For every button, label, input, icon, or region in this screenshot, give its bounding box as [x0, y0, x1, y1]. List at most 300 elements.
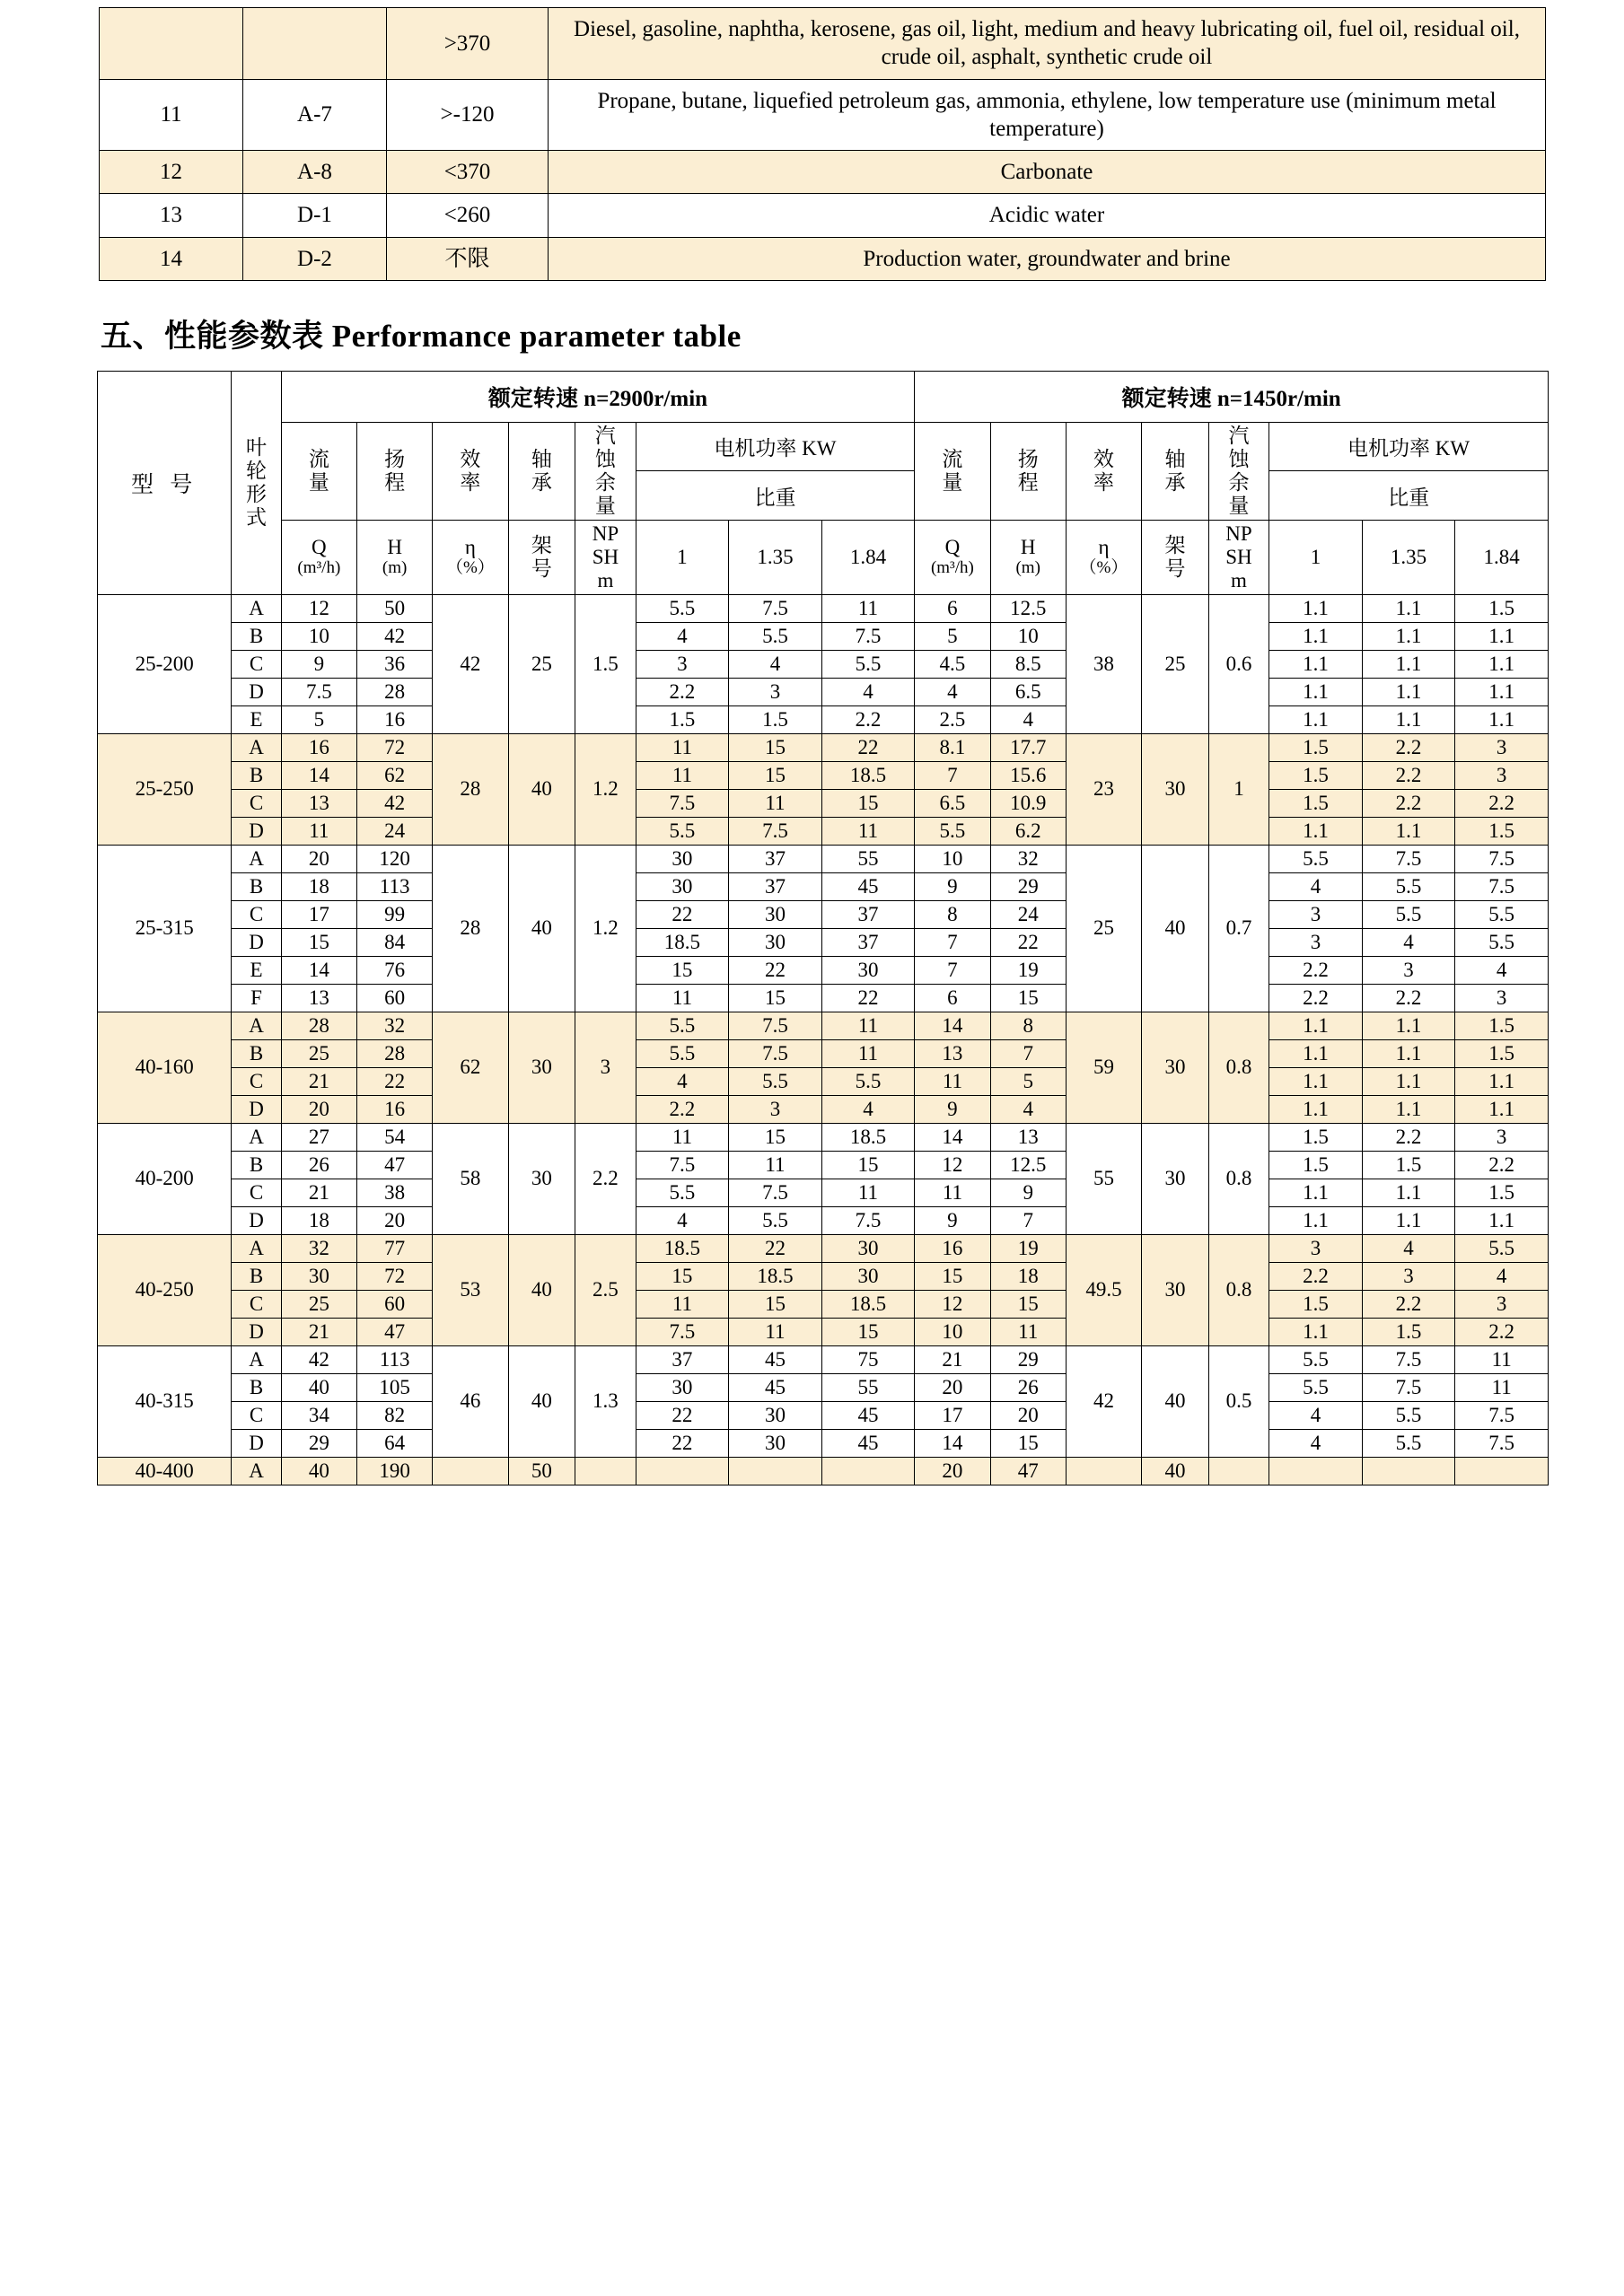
power-2900-sg3: 11: [821, 1012, 915, 1039]
power-1450-sg3: 7.5: [1455, 845, 1549, 872]
header-gravity-left: 比重: [636, 471, 915, 521]
table-row: [98, 900, 1549, 928]
flow-1450: 10: [915, 845, 990, 872]
head-1450: 10: [990, 622, 1066, 650]
table-row: [98, 1373, 1549, 1401]
symbol-sg-3-left: 1.84: [821, 520, 915, 594]
flow-2900: 13: [281, 789, 356, 817]
power-1450-sg2: 1.5: [1362, 1318, 1455, 1345]
head-1450: 4: [990, 1095, 1066, 1123]
head-2900: 38: [356, 1179, 432, 1206]
flow-1450: 8: [915, 900, 990, 928]
impeller-type: E: [232, 956, 281, 984]
power-2900-sg1: 30: [636, 872, 729, 900]
power-2900-sg2: 30: [729, 928, 822, 956]
head-1450: 6.2: [990, 817, 1066, 845]
power-2900-sg1: 37: [636, 1345, 729, 1373]
head-1450: 8.5: [990, 650, 1066, 678]
power-2900-sg3: 45: [821, 1401, 915, 1429]
power-1450-sg1: 1.1: [1269, 705, 1363, 733]
table-row: [98, 872, 1549, 900]
flow-1450: 9: [915, 1095, 990, 1123]
head-2900: 47: [356, 1151, 432, 1179]
flow-1450: 5: [915, 622, 990, 650]
table-row: [98, 733, 1549, 761]
power-2900-sg3: 45: [821, 872, 915, 900]
power-2900-sg2: 30: [729, 1401, 822, 1429]
power-1450-sg1: 1.1: [1269, 817, 1363, 845]
power-1450-sg2: 2.2: [1362, 984, 1455, 1012]
power-1450-sg1: 1.1: [1269, 1318, 1363, 1345]
power-2900-sg1: 4: [636, 1067, 729, 1095]
bearing-2900: 50: [508, 1457, 575, 1485]
power-2900-sg3: 55: [821, 845, 915, 872]
power-2900-sg2: 15: [729, 733, 822, 761]
flow-2900: 20: [281, 1095, 356, 1123]
power-2900-sg3: 75: [821, 1345, 915, 1373]
power-2900-sg1: 7.5: [636, 789, 729, 817]
table-row: [98, 622, 1549, 650]
bearing-1450: 30: [1142, 733, 1209, 845]
symbol-head-left: H (m): [356, 520, 432, 594]
power-2900-sg1: 15: [636, 956, 729, 984]
flow-2900: 21: [281, 1067, 356, 1095]
power-1450-sg1: 3: [1269, 928, 1363, 956]
table-row: [100, 194, 1546, 237]
power-1450-sg3: 5.5: [1455, 928, 1549, 956]
impeller-type: D: [232, 817, 281, 845]
table-row: [98, 761, 1549, 789]
power-2900-sg1: 5.5: [636, 1179, 729, 1206]
power-2900-sg3: 5.5: [821, 1067, 915, 1095]
flow-2900: 14: [281, 956, 356, 984]
flow-1450: 13: [915, 1039, 990, 1067]
power-1450-sg3: 1.5: [1455, 1039, 1549, 1067]
model-name: 25-315: [98, 845, 232, 1012]
symbol-flow-left: Q (m³/h): [281, 520, 356, 594]
head-2900: 105: [356, 1373, 432, 1401]
symbol-flow-right: Q (m³/h): [915, 520, 990, 594]
power-1450-sg2: 1.5: [1362, 1151, 1455, 1179]
power-1450-sg1: 1.1: [1269, 1095, 1363, 1123]
power-2900-sg1: 22: [636, 1401, 729, 1429]
power-1450-sg1: 1.1: [1269, 594, 1363, 622]
power-1450-sg2: 4: [1362, 1234, 1455, 1262]
bearing-2900: 30: [508, 1012, 575, 1123]
flow-1450: 9: [915, 872, 990, 900]
power-2900-sg2: 5.5: [729, 622, 822, 650]
flow-2900: 25: [281, 1290, 356, 1318]
head-2900: 32: [356, 1012, 432, 1039]
flow-1450: 7: [915, 928, 990, 956]
power-1450-sg3: 1.1: [1455, 705, 1549, 733]
temperature-limit: <260: [387, 194, 549, 237]
head-1450: 15: [990, 1429, 1066, 1457]
power-1450-sg3: 1.5: [1455, 1012, 1549, 1039]
power-2900-sg2: 7.5: [729, 1179, 822, 1206]
head-2900: 77: [356, 1234, 432, 1262]
efficiency-1450: 23: [1066, 733, 1141, 845]
power-1450-sg2: 2.2: [1362, 761, 1455, 789]
symbol-efficiency-right: η （%）: [1066, 520, 1141, 594]
flow-2900: 21: [281, 1179, 356, 1206]
symbol-sg-2-right: 1.35: [1362, 520, 1455, 594]
head-1450: 15.6: [990, 761, 1066, 789]
table-row: [98, 1123, 1549, 1151]
power-1450-sg1: 1.1: [1269, 1012, 1363, 1039]
power-1450-sg3: 4: [1455, 956, 1549, 984]
header-efficiency-left: 效 率: [433, 422, 508, 520]
power-2900-sg2: 22: [729, 956, 822, 984]
flow-2900: 42: [281, 1345, 356, 1373]
flow-2900: 25: [281, 1039, 356, 1067]
head-1450: 9: [990, 1179, 1066, 1206]
power-2900-sg3: 37: [821, 900, 915, 928]
power-2900-sg2: 11: [729, 789, 822, 817]
power-1450-sg2: 4: [1362, 928, 1455, 956]
head-2900: 50: [356, 594, 432, 622]
bearing-2900: 40: [508, 1345, 575, 1457]
flow-1450: 2.5: [915, 705, 990, 733]
table-row: [98, 1290, 1549, 1318]
head-1450: 29: [990, 872, 1066, 900]
flow-2900: 27: [281, 1123, 356, 1151]
flow-1450: 6: [915, 594, 990, 622]
flow-2900: 11: [281, 817, 356, 845]
bearing-2900: 30: [508, 1123, 575, 1234]
power-1450-sg1: 1.1: [1269, 622, 1363, 650]
table-row: [98, 1012, 1549, 1039]
power-2900-sg3: 11: [821, 817, 915, 845]
head-1450: 12.5: [990, 1151, 1066, 1179]
flow-2900: 5: [281, 705, 356, 733]
power-1450-sg1: 1.5: [1269, 1290, 1363, 1318]
impeller-type: A: [232, 1345, 281, 1373]
flow-2900: 29: [281, 1429, 356, 1457]
power-2900-sg2: 11: [729, 1151, 822, 1179]
table-row: [98, 1429, 1549, 1457]
symbol-efficiency-left: η （%）: [433, 520, 508, 594]
flow-1450: 17: [915, 1401, 990, 1429]
table-row: [98, 1318, 1549, 1345]
flow-1450: 20: [915, 1373, 990, 1401]
power-2900-sg3: 30: [821, 1234, 915, 1262]
power-2900-sg1: 30: [636, 845, 729, 872]
power-1450-sg3: 1.1: [1455, 650, 1549, 678]
table-row: [98, 956, 1549, 984]
header-bearing-left: 轴 承: [508, 422, 575, 520]
power-2900-sg3: 7.5: [821, 1206, 915, 1234]
power-2900-sg3: 15: [821, 1318, 915, 1345]
power-2900-sg3: 15: [821, 789, 915, 817]
power-2900-sg1: 5.5: [636, 1039, 729, 1067]
power-2900-sg1: 11: [636, 984, 729, 1012]
power-2900-sg1: 3: [636, 650, 729, 678]
power-2900-sg3: 18.5: [821, 761, 915, 789]
head-1450: 47: [990, 1457, 1066, 1485]
fluid-description: Production water, groundwater and brine: [549, 237, 1546, 280]
flow-2900: 40: [281, 1457, 356, 1485]
impeller-type: F: [232, 984, 281, 1012]
efficiency-1450: 49.5: [1066, 1234, 1141, 1345]
table-row: [98, 1234, 1549, 1262]
power-1450-sg2: 2.2: [1362, 1123, 1455, 1151]
table-row: [98, 817, 1549, 845]
flow-2900: 10: [281, 622, 356, 650]
flow-1450: 16: [915, 1234, 990, 1262]
power-2900-sg2: 45: [729, 1345, 822, 1373]
npsh-1450: 0.8: [1208, 1234, 1268, 1345]
table-row: [98, 1262, 1549, 1290]
power-1450-sg3: 3: [1455, 761, 1549, 789]
bearing-1450: 30: [1142, 1123, 1209, 1234]
power-2900-sg3: 37: [821, 928, 915, 956]
power-1450-sg2: 7.5: [1362, 845, 1455, 872]
power-2900-sg1: 7.5: [636, 1318, 729, 1345]
efficiency-2900: 28: [433, 845, 508, 1012]
efficiency-1450: 25: [1066, 845, 1141, 1012]
impeller-type: C: [232, 1179, 281, 1206]
power-2900-sg3: 11: [821, 594, 915, 622]
power-2900-sg2: 15: [729, 761, 822, 789]
header-power-left: 电机功率 KW: [636, 422, 915, 471]
header-group-2900: 额定转速 n=2900r/min: [281, 371, 915, 422]
fluid-code: D-1: [243, 194, 387, 237]
table-row: [98, 650, 1549, 678]
power-1450-sg2: 1.1: [1362, 1012, 1455, 1039]
model-name: 40-250: [98, 1234, 232, 1345]
flow-1450: 6: [915, 984, 990, 1012]
header-head-left: 扬 程: [356, 422, 432, 520]
head-1450: 15: [990, 984, 1066, 1012]
power-2900-sg3: 45: [821, 1429, 915, 1457]
head-1450: 10.9: [990, 789, 1066, 817]
power-2900-sg1: 11: [636, 761, 729, 789]
impeller-type: C: [232, 1290, 281, 1318]
power-2900-sg1: 7.5: [636, 1151, 729, 1179]
model-name: 40-315: [98, 1345, 232, 1457]
flow-2900: 17: [281, 900, 356, 928]
table-row: [98, 1206, 1549, 1234]
power-1450-sg1: 1.5: [1269, 761, 1363, 789]
power-1450-sg1: [1269, 1457, 1363, 1485]
power-1450-sg2: 5.5: [1362, 1429, 1455, 1457]
flow-1450: 14: [915, 1429, 990, 1457]
head-2900: 62: [356, 761, 432, 789]
header-npsh-left: 汽 蚀 余 量: [575, 422, 636, 520]
npsh-2900: 1.3: [575, 1345, 636, 1457]
table-row: [98, 594, 1549, 622]
table-row: [98, 845, 1549, 872]
power-2900-sg2: 5.5: [729, 1067, 822, 1095]
flow-2900: 15: [281, 928, 356, 956]
model-name: 40-160: [98, 1012, 232, 1123]
bearing-1450: 30: [1142, 1012, 1209, 1123]
npsh-1450: 0.7: [1208, 845, 1268, 1012]
power-1450-sg2: 1.1: [1362, 622, 1455, 650]
power-2900-sg2: 37: [729, 872, 822, 900]
page-title: 五、性能参数表 Performance parameter table: [101, 318, 742, 354]
row-number: 13: [100, 194, 243, 237]
power-1450-sg3: 1.5: [1455, 817, 1549, 845]
power-1450-sg1: 5.5: [1269, 1345, 1363, 1373]
power-2900-sg3: 15: [821, 1151, 915, 1179]
flow-1450: 11: [915, 1067, 990, 1095]
table-row: [100, 79, 1546, 151]
symbol-npsh-left: NP SH m: [575, 520, 636, 594]
head-2900: 16: [356, 705, 432, 733]
power-1450-sg3: 2.2: [1455, 789, 1549, 817]
symbol-sg-2-left: 1.35: [729, 520, 822, 594]
fluid-description: Propane, butane, liquefied petroleum gas, ammonia, ethylene, low temperature use (minimum metal temperature): [549, 79, 1546, 151]
efficiency-2900: 42: [433, 594, 508, 733]
power-1450-sg1: 1.5: [1269, 1123, 1363, 1151]
header-power-right: 电机功率 KW: [1269, 422, 1549, 471]
power-1450-sg2: 5.5: [1362, 872, 1455, 900]
impeller-type: E: [232, 705, 281, 733]
symbol-bearing-left: 架 号: [508, 520, 575, 594]
flow-1450: 10: [915, 1318, 990, 1345]
head-2900: 72: [356, 733, 432, 761]
power-2900-sg1: 22: [636, 900, 729, 928]
power-2900-sg3: 55: [821, 1373, 915, 1401]
flow-1450: 12: [915, 1151, 990, 1179]
flow-2900: 9: [281, 650, 356, 678]
impeller-type: B: [232, 872, 281, 900]
model-name: 40-200: [98, 1123, 232, 1234]
power-1450-sg1: 2.2: [1269, 1262, 1363, 1290]
power-1450-sg2: 1.1: [1362, 594, 1455, 622]
npsh-2900: 1.5: [575, 594, 636, 733]
power-1450-sg2: 5.5: [1362, 900, 1455, 928]
header-efficiency-right: 效 率: [1066, 422, 1141, 520]
flow-2900: 26: [281, 1151, 356, 1179]
power-2900-sg2: 15: [729, 1123, 822, 1151]
impeller-type: C: [232, 789, 281, 817]
efficiency-1450: 59: [1066, 1012, 1141, 1123]
npsh-2900: 1.2: [575, 845, 636, 1012]
flow-1450: 7: [915, 761, 990, 789]
power-2900-sg2: 1.5: [729, 705, 822, 733]
bearing-1450: 40: [1142, 1457, 1209, 1485]
flow-1450: 11: [915, 1179, 990, 1206]
impeller-type: D: [232, 928, 281, 956]
power-1450-sg3: 11: [1455, 1373, 1549, 1401]
power-1450-sg1: 2.2: [1269, 956, 1363, 984]
power-2900-sg1: 1.5: [636, 705, 729, 733]
power-1450-sg3: 1.1: [1455, 678, 1549, 705]
flow-2900: 16: [281, 733, 356, 761]
head-2900: 64: [356, 1429, 432, 1457]
power-1450-sg2: 2.2: [1362, 789, 1455, 817]
impeller-type: B: [232, 1262, 281, 1290]
header-model: 型 号: [98, 371, 232, 594]
fluid-code: [243, 8, 387, 80]
power-2900-sg1: 30: [636, 1373, 729, 1401]
flow-2900: 18: [281, 872, 356, 900]
power-1450-sg1: 1.1: [1269, 1179, 1363, 1206]
power-1450-sg1: 3: [1269, 1234, 1363, 1262]
power-1450-sg3: 1.1: [1455, 1206, 1549, 1234]
table-row: [98, 1039, 1549, 1067]
power-2900-sg1: 4: [636, 1206, 729, 1234]
table-row: [98, 1095, 1549, 1123]
power-1450-sg3: 5.5: [1455, 1234, 1549, 1262]
impeller-type: B: [232, 761, 281, 789]
power-2900-sg2: 11: [729, 1318, 822, 1345]
head-1450: 11: [990, 1318, 1066, 1345]
flow-2900: 34: [281, 1401, 356, 1429]
efficiency-2900: 58: [433, 1123, 508, 1234]
row-number: 14: [100, 237, 243, 280]
flow-1450: 5.5: [915, 817, 990, 845]
fluid-description: Diesel, gasoline, naphtha, kerosene, gas oil, light, medium and heavy lubricating oil, fuel oil, residual oil, crude oil, asphalt, synthetic crude oil: [549, 8, 1546, 80]
power-2900-sg1: 18.5: [636, 1234, 729, 1262]
head-1450: 18: [990, 1262, 1066, 1290]
efficiency-2900: 46: [433, 1345, 508, 1457]
power-2900-sg2: 30: [729, 1429, 822, 1457]
power-1450-sg3: [1455, 1457, 1549, 1485]
impeller-type: A: [232, 1123, 281, 1151]
power-1450-sg2: 1.1: [1362, 1095, 1455, 1123]
header-flow-right: 流 量: [915, 422, 990, 520]
efficiency-1450: [1066, 1457, 1141, 1485]
impeller-type: A: [232, 1457, 281, 1485]
head-2900: 47: [356, 1318, 432, 1345]
power-2900-sg1: 11: [636, 1123, 729, 1151]
head-2900: 60: [356, 1290, 432, 1318]
table-row: [98, 1457, 1549, 1485]
symbol-bearing-right: 架 号: [1142, 520, 1209, 594]
head-2900: 190: [356, 1457, 432, 1485]
row-number: 11: [100, 79, 243, 151]
power-2900-sg2: 3: [729, 1095, 822, 1123]
flow-1450: 9: [915, 1206, 990, 1234]
head-2900: 84: [356, 928, 432, 956]
head-1450: 17.7: [990, 733, 1066, 761]
row-number: [100, 8, 243, 80]
power-1450-sg2: 1.1: [1362, 1067, 1455, 1095]
power-1450-sg2: 1.1: [1362, 1179, 1455, 1206]
npsh-2900: 1.2: [575, 733, 636, 845]
power-1450-sg2: 1.1: [1362, 678, 1455, 705]
power-1450-sg1: 4: [1269, 1429, 1363, 1457]
head-2900: 82: [356, 1401, 432, 1429]
head-1450: 12.5: [990, 594, 1066, 622]
flow-1450: 8.1: [915, 733, 990, 761]
efficiency-2900: 62: [433, 1012, 508, 1123]
flow-1450: 6.5: [915, 789, 990, 817]
table-row: [98, 928, 1549, 956]
power-2900-sg3: 18.5: [821, 1123, 915, 1151]
power-1450-sg1: 1.1: [1269, 650, 1363, 678]
efficiency-1450: 38: [1066, 594, 1141, 733]
table-row: [100, 151, 1546, 194]
impeller-type: A: [232, 845, 281, 872]
row-number: 12: [100, 151, 243, 194]
head-2900: 28: [356, 1039, 432, 1067]
impeller-type: A: [232, 594, 281, 622]
head-1450: 32: [990, 845, 1066, 872]
impeller-type: A: [232, 733, 281, 761]
table-row: [98, 1179, 1549, 1206]
head-1450: 13: [990, 1123, 1066, 1151]
head-2900: 16: [356, 1095, 432, 1123]
flow-1450: 21: [915, 1345, 990, 1373]
power-2900-sg3: 4: [821, 678, 915, 705]
power-1450-sg2: 1.1: [1362, 817, 1455, 845]
power-2900-sg2: 15: [729, 984, 822, 1012]
